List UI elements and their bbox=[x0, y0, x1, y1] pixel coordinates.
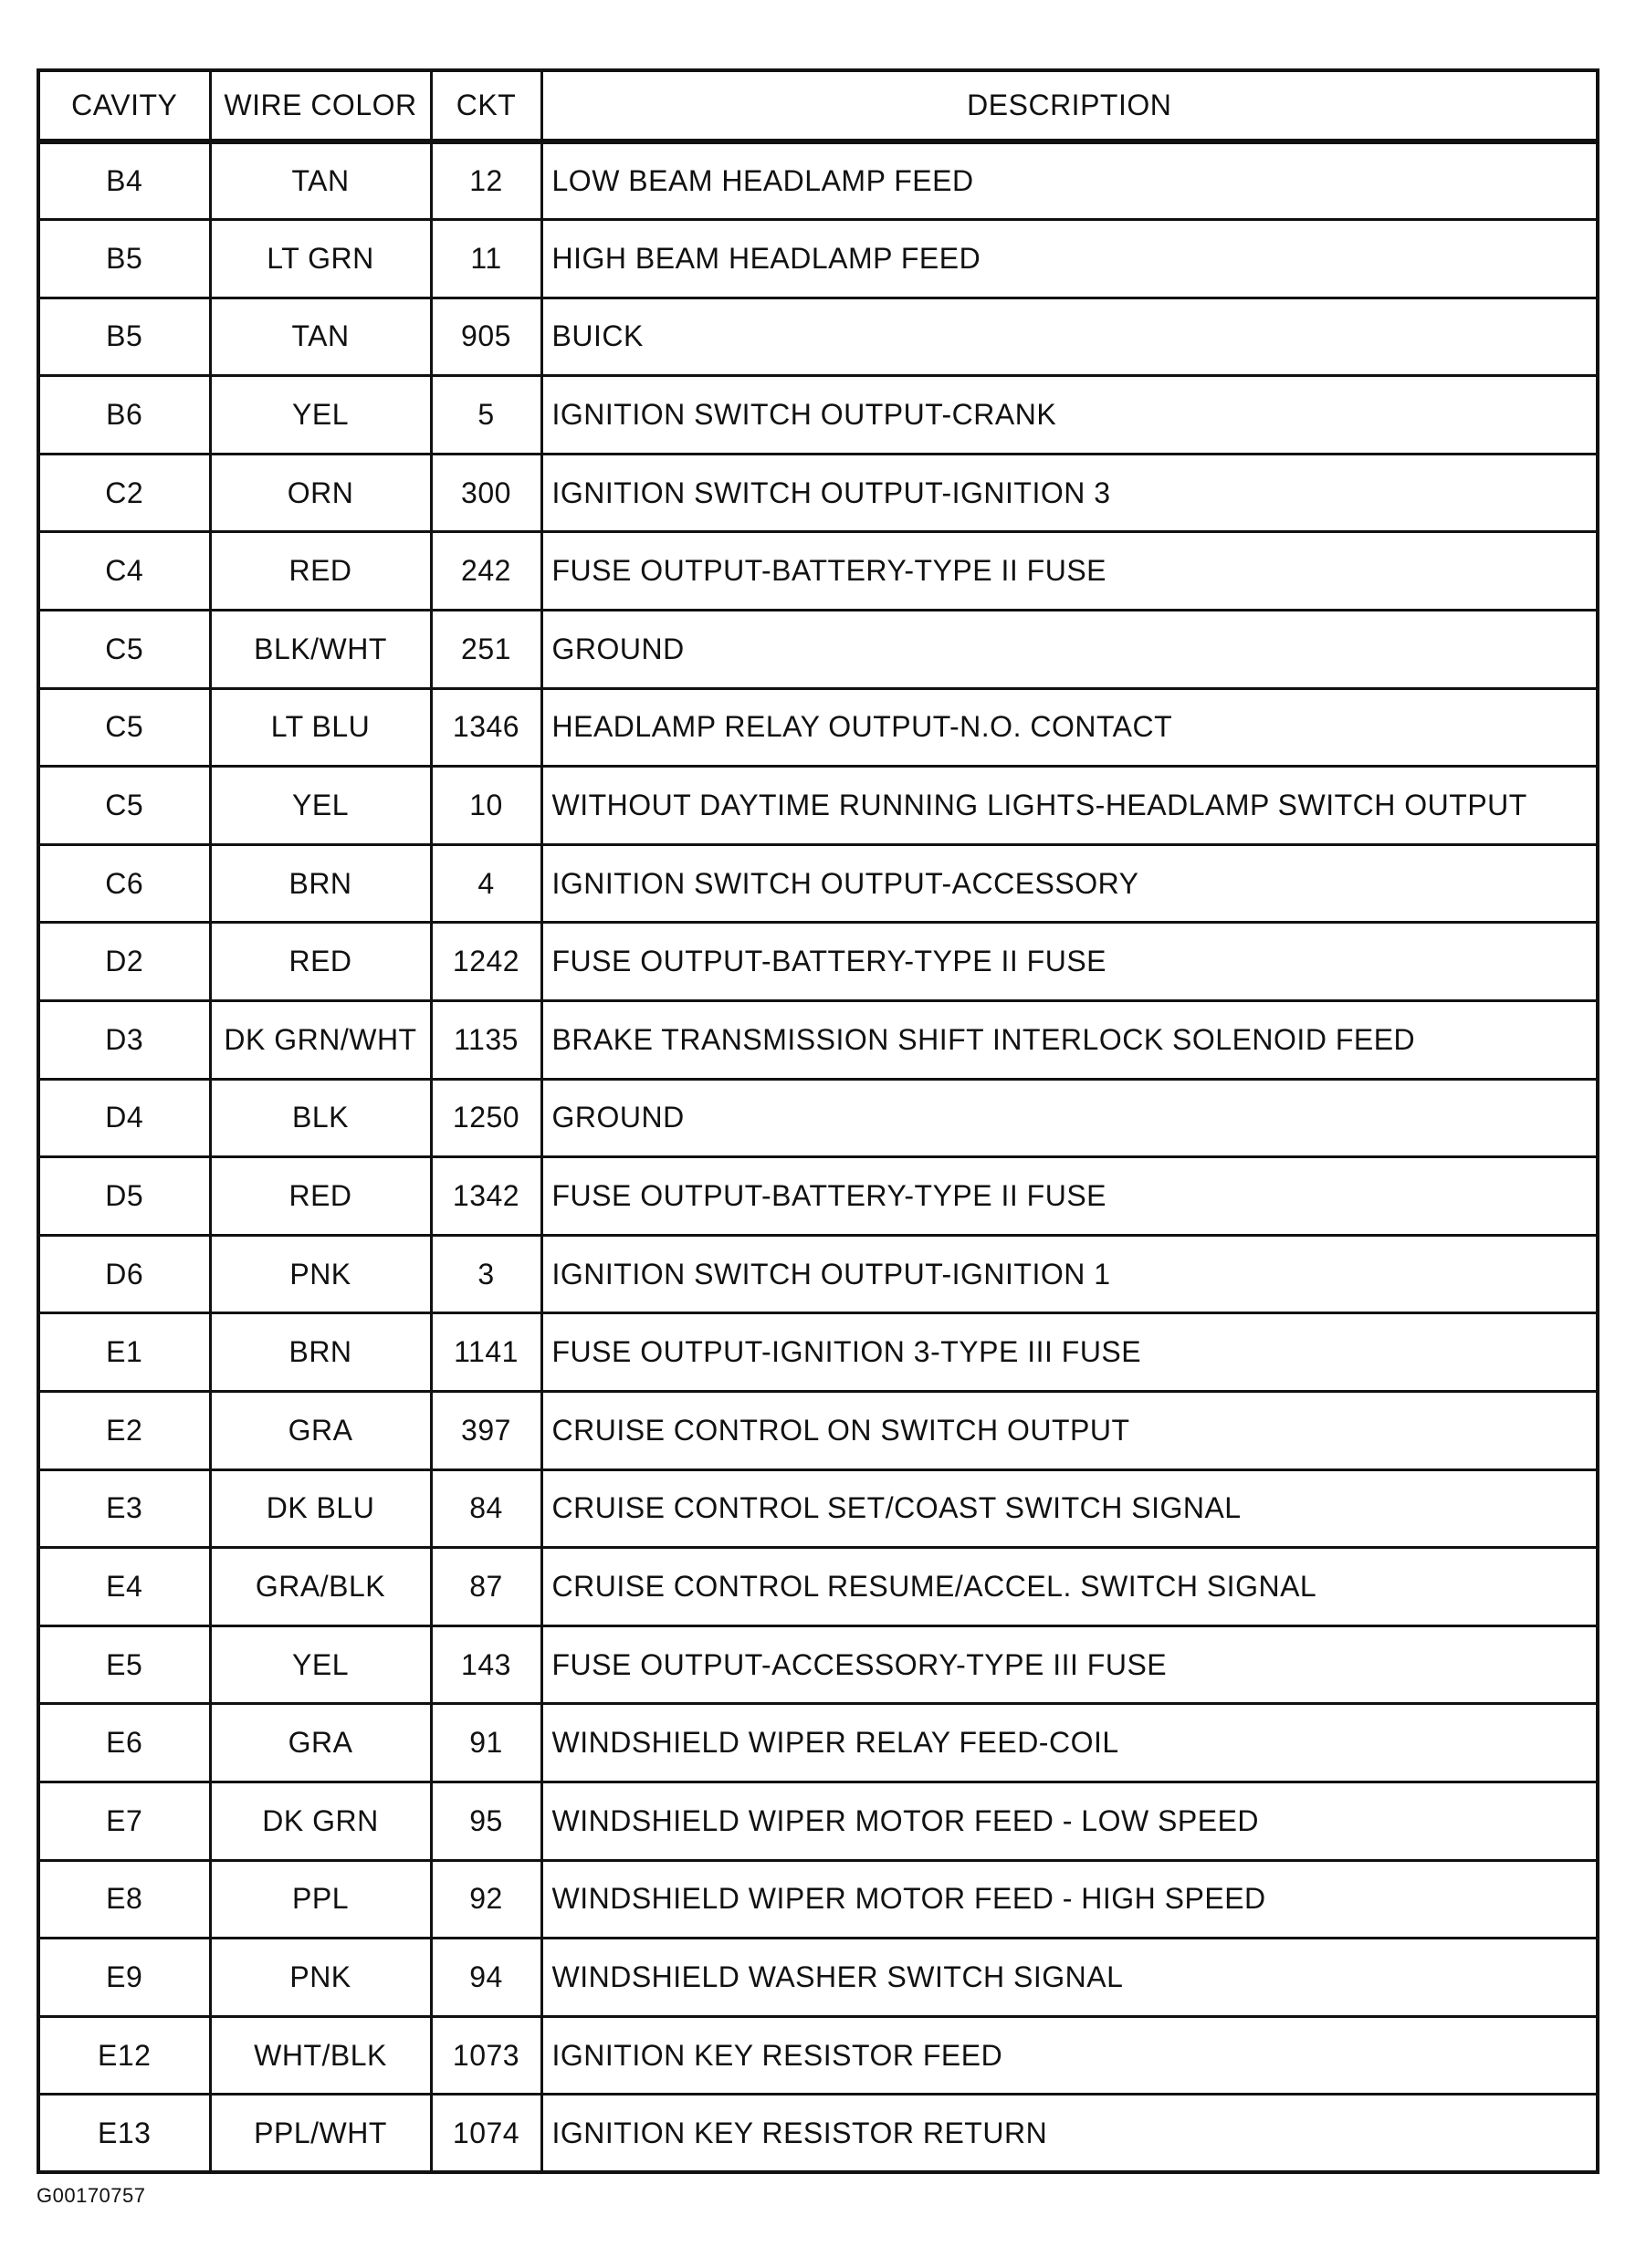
cell-description: HEADLAMP RELAY OUTPUT-N.O. CONTACT bbox=[541, 688, 1598, 767]
cell-wire-color: LT BLU bbox=[210, 688, 431, 767]
table-row bbox=[38, 1548, 1598, 1626]
table-row bbox=[38, 298, 1598, 376]
cell-wire-color: YEL bbox=[210, 1625, 431, 1704]
cell-ckt: 3 bbox=[431, 1235, 541, 1313]
cell-ckt: 87 bbox=[431, 1548, 541, 1626]
table-row bbox=[38, 1001, 1598, 1080]
cell-wire-color: DK BLU bbox=[210, 1469, 431, 1548]
cell-cavity: B5 bbox=[38, 220, 210, 298]
cell-ckt: 12 bbox=[431, 141, 541, 220]
table-row bbox=[38, 1704, 1598, 1782]
header-ckt: CKT bbox=[431, 70, 541, 141]
cell-wire-color: TAN bbox=[210, 298, 431, 376]
cell-description: WINDSHIELD WIPER MOTOR FEED - LOW SPEED bbox=[541, 1782, 1598, 1860]
table-body bbox=[38, 141, 1598, 2172]
table-row bbox=[38, 1469, 1598, 1548]
cell-wire-color: GRA bbox=[210, 1392, 431, 1470]
table-row bbox=[38, 454, 1598, 532]
cell-ckt: 1346 bbox=[431, 688, 541, 767]
cell-description: IGNITION SWITCH OUTPUT-IGNITION 3 bbox=[541, 454, 1598, 532]
table-row bbox=[38, 844, 1598, 923]
header-wire-color: WIRE COLOR bbox=[210, 70, 431, 141]
cell-cavity: E13 bbox=[38, 2095, 210, 2173]
cell-ckt: 1250 bbox=[431, 1079, 541, 1157]
table-row bbox=[38, 611, 1598, 689]
cell-cavity: C6 bbox=[38, 844, 210, 923]
table-row bbox=[38, 532, 1598, 611]
cell-wire-color: GRA bbox=[210, 1704, 431, 1782]
cell-cavity: D4 bbox=[38, 1079, 210, 1157]
cell-ckt: 1135 bbox=[431, 1001, 541, 1080]
cell-description: FUSE OUTPUT-BATTERY-TYPE II FUSE bbox=[541, 532, 1598, 611]
cell-ckt: 143 bbox=[431, 1625, 541, 1704]
cell-ckt: 1342 bbox=[431, 1157, 541, 1236]
cell-description: FUSE OUTPUT-IGNITION 3-TYPE III FUSE bbox=[541, 1313, 1598, 1392]
table-row bbox=[38, 923, 1598, 1001]
cell-wire-color: BRN bbox=[210, 1313, 431, 1392]
cell-description: WITHOUT DAYTIME RUNNING LIGHTS-HEADLAMP SWITCH OUTPUT bbox=[541, 767, 1598, 845]
cell-ckt: 94 bbox=[431, 1939, 541, 2017]
cell-cavity: E1 bbox=[38, 1313, 210, 1392]
cell-cavity: D3 bbox=[38, 1001, 210, 1080]
cell-wire-color: ORN bbox=[210, 454, 431, 532]
cell-wire-color: RED bbox=[210, 923, 431, 1001]
cell-ckt: 11 bbox=[431, 220, 541, 298]
cell-description: IGNITION KEY RESISTOR RETURN bbox=[541, 2095, 1598, 2173]
table-row bbox=[38, 1157, 1598, 1236]
cell-wire-color: RED bbox=[210, 532, 431, 611]
table-row bbox=[38, 220, 1598, 298]
table-row bbox=[38, 376, 1598, 455]
cell-wire-color: PPL bbox=[210, 1860, 431, 1939]
cell-description: IGNITION KEY RESISTOR FEED bbox=[541, 2016, 1598, 2095]
figure-id: G00170757 bbox=[37, 2184, 146, 2207]
table-row bbox=[38, 1860, 1598, 1939]
cell-ckt: 397 bbox=[431, 1392, 541, 1470]
cell-description: CRUISE CONTROL SET/COAST SWITCH SIGNAL bbox=[541, 1469, 1598, 1548]
cell-wire-color: YEL bbox=[210, 376, 431, 455]
cell-ckt: 91 bbox=[431, 1704, 541, 1782]
table-row bbox=[38, 1782, 1598, 1860]
cell-description: FUSE OUTPUT-ACCESSORY-TYPE III FUSE bbox=[541, 1625, 1598, 1704]
cell-cavity: D6 bbox=[38, 1235, 210, 1313]
table-row bbox=[38, 2095, 1598, 2173]
table-row bbox=[38, 1625, 1598, 1704]
header-cavity: CAVITY bbox=[38, 70, 210, 141]
header-row bbox=[38, 70, 1598, 141]
table-row bbox=[38, 1939, 1598, 2017]
cell-wire-color: LT GRN bbox=[210, 220, 431, 298]
cell-ckt: 84 bbox=[431, 1469, 541, 1548]
cell-description: GROUND bbox=[541, 611, 1598, 689]
table-row bbox=[38, 767, 1598, 845]
cell-ckt: 4 bbox=[431, 844, 541, 923]
cell-description: WINDSHIELD WIPER MOTOR FEED - HIGH SPEED bbox=[541, 1860, 1598, 1939]
cell-description: WINDSHIELD WIPER RELAY FEED-COIL bbox=[541, 1704, 1598, 1782]
cell-description: IGNITION SWITCH OUTPUT-IGNITION 1 bbox=[541, 1235, 1598, 1313]
cell-wire-color: BRN bbox=[210, 844, 431, 923]
cell-description: WINDSHIELD WASHER SWITCH SIGNAL bbox=[541, 1939, 1598, 2017]
cell-wire-color: RED bbox=[210, 1157, 431, 1236]
cell-wire-color: WHT/BLK bbox=[210, 2016, 431, 2095]
table-row bbox=[38, 1313, 1598, 1392]
cell-cavity: C2 bbox=[38, 454, 210, 532]
table-row bbox=[38, 688, 1598, 767]
cell-cavity: E5 bbox=[38, 1625, 210, 1704]
cell-ckt: 1141 bbox=[431, 1313, 541, 1392]
cell-wire-color: PNK bbox=[210, 1235, 431, 1313]
cell-ckt: 251 bbox=[431, 611, 541, 689]
cell-cavity: D5 bbox=[38, 1157, 210, 1236]
cell-wire-color: PNK bbox=[210, 1939, 431, 2017]
cell-ckt: 1073 bbox=[431, 2016, 541, 2095]
cell-ckt: 10 bbox=[431, 767, 541, 845]
cell-ckt: 1242 bbox=[431, 923, 541, 1001]
cell-description: CRUISE CONTROL RESUME/ACCEL. SWITCH SIGNAL bbox=[541, 1548, 1598, 1626]
cell-wire-color: TAN bbox=[210, 141, 431, 220]
cell-ckt: 1074 bbox=[431, 2095, 541, 2173]
table-row bbox=[38, 1235, 1598, 1313]
cell-description: FUSE OUTPUT-BATTERY-TYPE II FUSE bbox=[541, 1157, 1598, 1236]
cell-cavity: E6 bbox=[38, 1704, 210, 1782]
cell-wire-color: YEL bbox=[210, 767, 431, 845]
cell-description: HIGH BEAM HEADLAMP FEED bbox=[541, 220, 1598, 298]
cell-cavity: E12 bbox=[38, 2016, 210, 2095]
cell-ckt: 242 bbox=[431, 532, 541, 611]
cell-cavity: E3 bbox=[38, 1469, 210, 1548]
cell-wire-color: GRA/BLK bbox=[210, 1548, 431, 1626]
cell-cavity: E7 bbox=[38, 1782, 210, 1860]
cell-description: FUSE OUTPUT-BATTERY-TYPE II FUSE bbox=[541, 923, 1598, 1001]
cell-ckt: 905 bbox=[431, 298, 541, 376]
cell-cavity: E8 bbox=[38, 1860, 210, 1939]
cell-cavity: B4 bbox=[38, 141, 210, 220]
connector-pinout-table bbox=[37, 68, 1599, 2174]
cell-cavity: C5 bbox=[38, 611, 210, 689]
cell-wire-color: BLK/WHT bbox=[210, 611, 431, 689]
header-description: DESCRIPTION bbox=[541, 70, 1598, 141]
cell-wire-color: PPL/WHT bbox=[210, 2095, 431, 2173]
cell-cavity: B6 bbox=[38, 376, 210, 455]
cell-cavity: D2 bbox=[38, 923, 210, 1001]
cell-cavity: E2 bbox=[38, 1392, 210, 1470]
table-row bbox=[38, 2016, 1598, 2095]
cell-description: LOW BEAM HEADLAMP FEED bbox=[541, 141, 1598, 220]
cell-ckt: 5 bbox=[431, 376, 541, 455]
cell-description: BRAKE TRANSMISSION SHIFT INTERLOCK SOLENOID FEED bbox=[541, 1001, 1598, 1080]
cell-ckt: 300 bbox=[431, 454, 541, 532]
cell-description: BUICK bbox=[541, 298, 1598, 376]
cell-description: IGNITION SWITCH OUTPUT-CRANK bbox=[541, 376, 1598, 455]
cell-cavity: C5 bbox=[38, 767, 210, 845]
table-row bbox=[38, 141, 1598, 220]
table-header bbox=[38, 70, 1598, 141]
cell-ckt: 95 bbox=[431, 1782, 541, 1860]
cell-description: GROUND bbox=[541, 1079, 1598, 1157]
cell-wire-color: DK GRN bbox=[210, 1782, 431, 1860]
table-row bbox=[38, 1392, 1598, 1470]
cell-description: CRUISE CONTROL ON SWITCH OUTPUT bbox=[541, 1392, 1598, 1470]
cell-ckt: 92 bbox=[431, 1860, 541, 1939]
cell-cavity: C5 bbox=[38, 688, 210, 767]
cell-cavity: E4 bbox=[38, 1548, 210, 1626]
table-row bbox=[38, 1079, 1598, 1157]
cell-wire-color: BLK bbox=[210, 1079, 431, 1157]
cell-description: IGNITION SWITCH OUTPUT-ACCESSORY bbox=[541, 844, 1598, 923]
cell-cavity: C4 bbox=[38, 532, 210, 611]
cell-cavity: B5 bbox=[38, 298, 210, 376]
cell-cavity: E9 bbox=[38, 1939, 210, 2017]
cell-wire-color: DK GRN/WHT bbox=[210, 1001, 431, 1080]
